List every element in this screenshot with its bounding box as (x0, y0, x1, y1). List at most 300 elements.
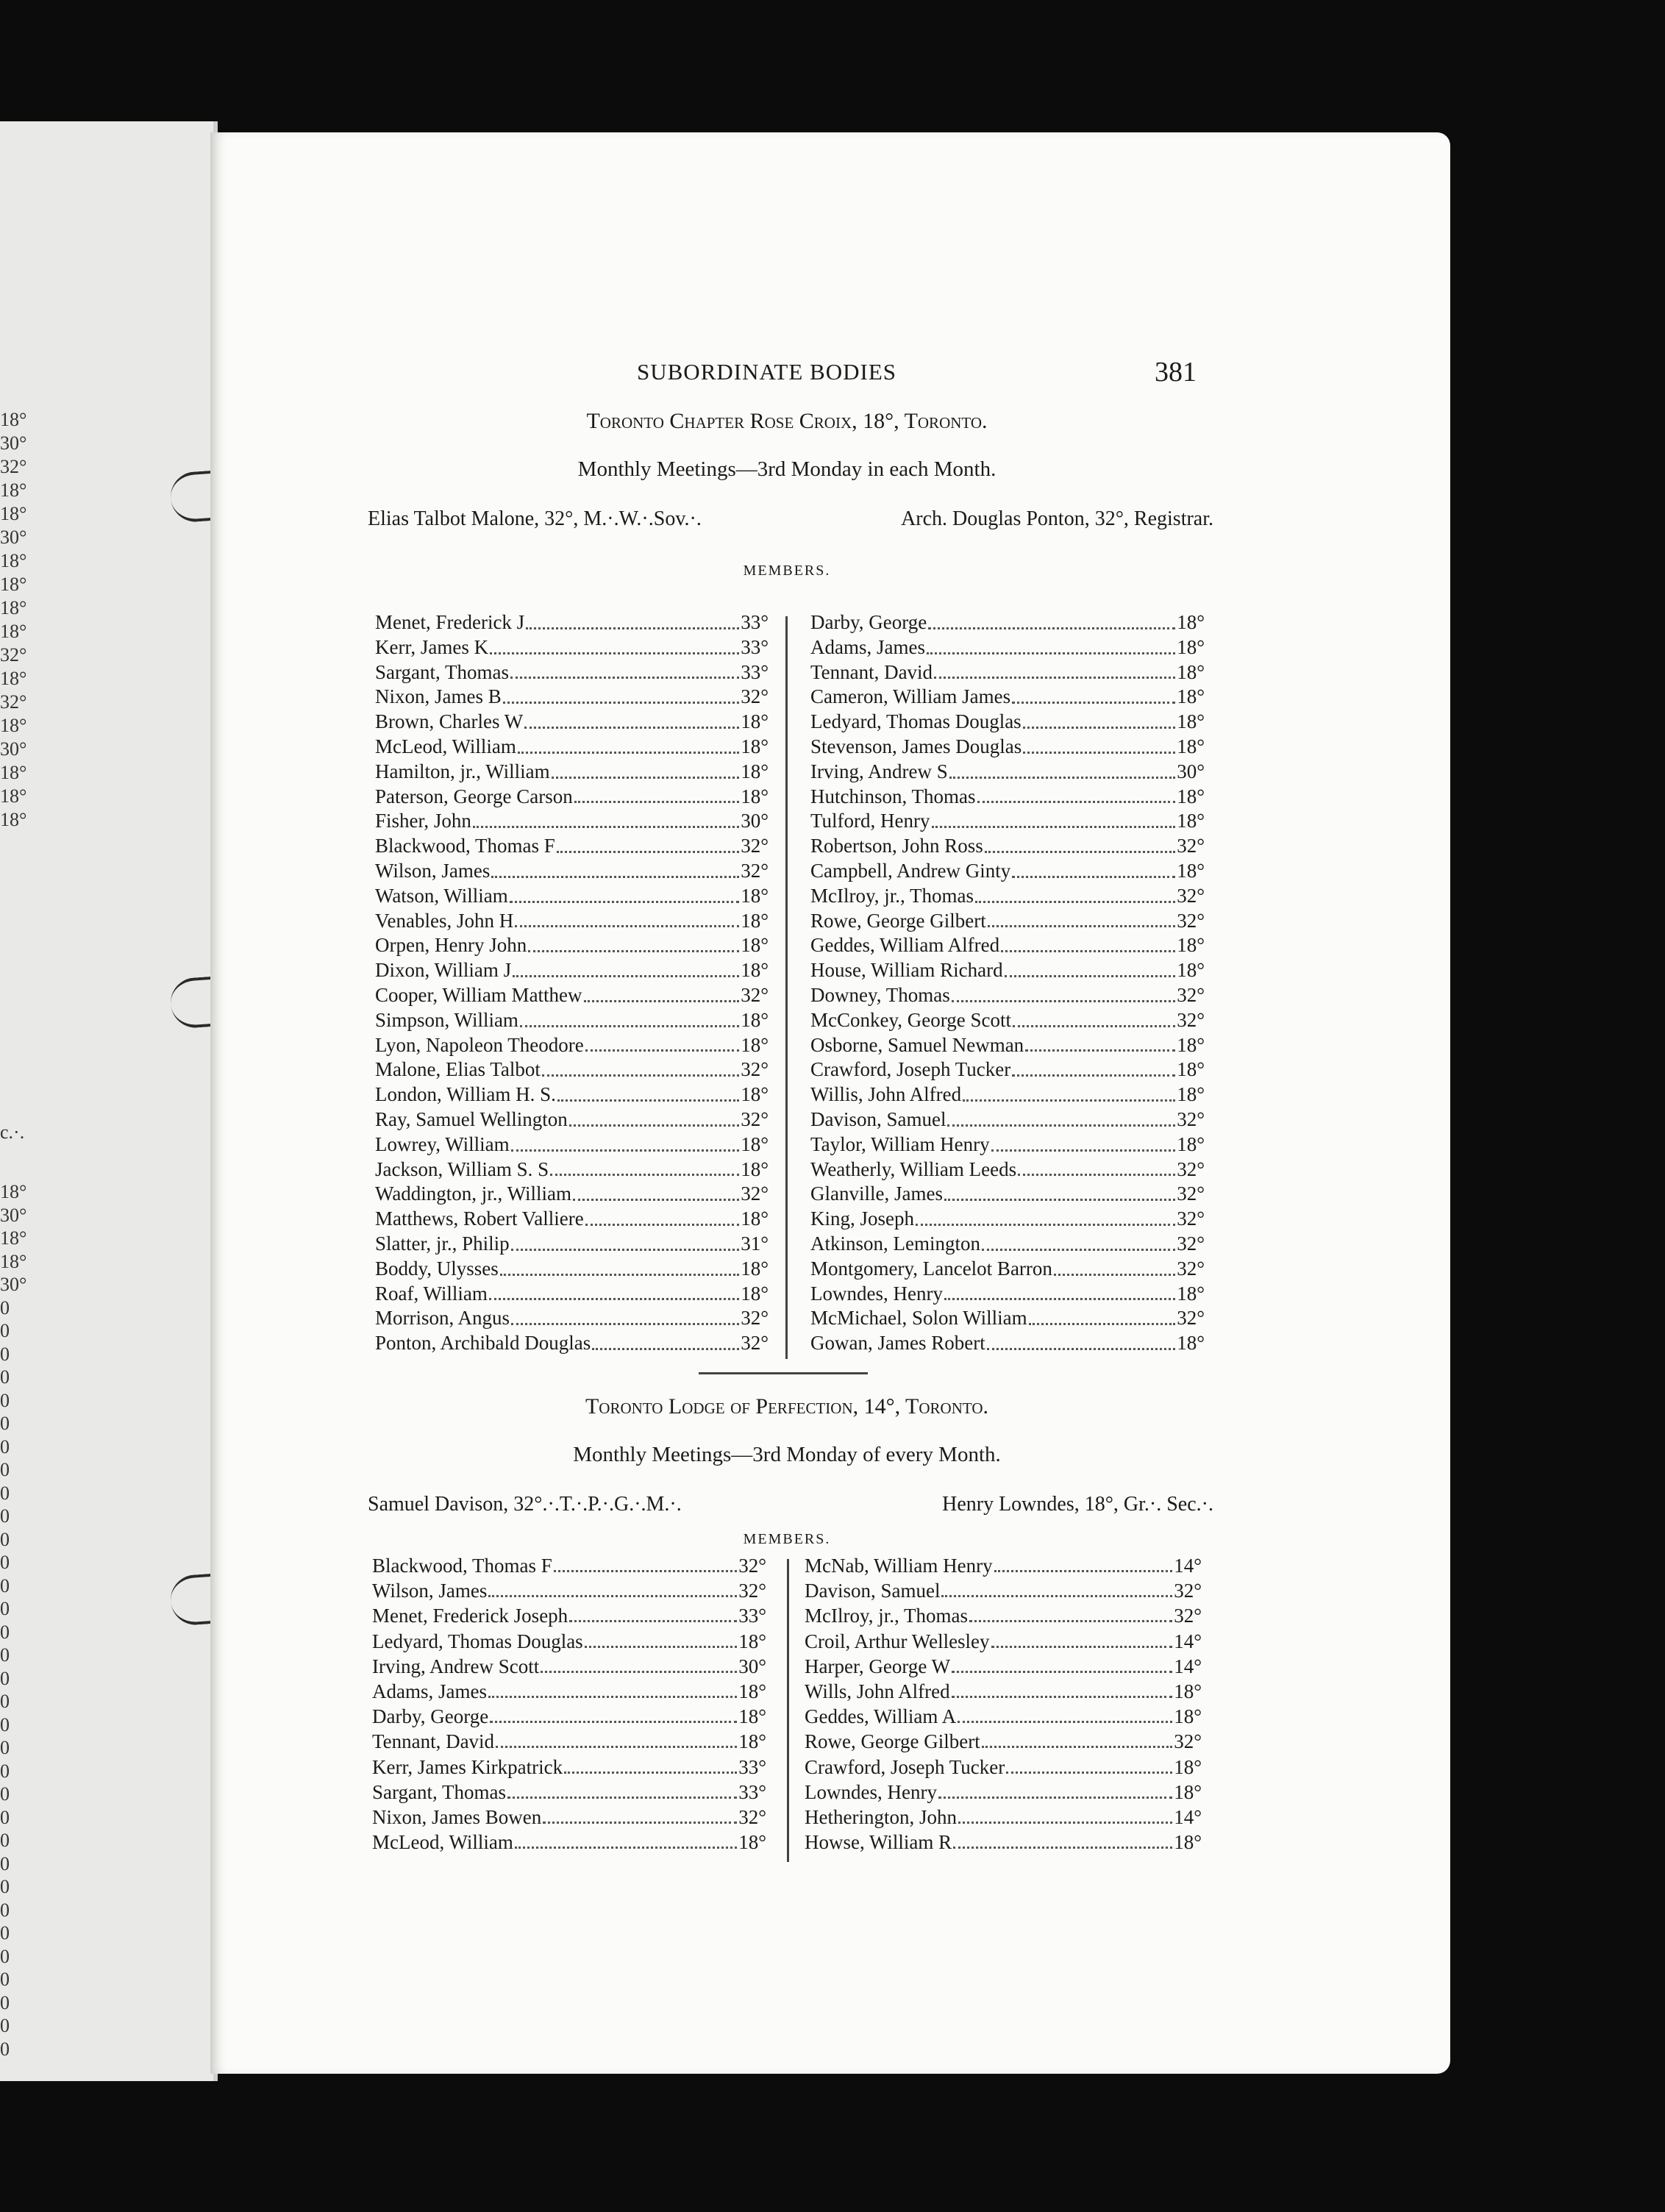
member-row (375, 1107, 769, 1132)
facing-page-degree: 0 (0, 1459, 10, 1480)
member-row (375, 635, 769, 660)
dot-leader (507, 1785, 737, 1799)
dot-leader (585, 1635, 737, 1648)
member-row (810, 1132, 1205, 1157)
member-name: Darby, George (810, 611, 927, 633)
facing-page-degree: 0 (0, 1598, 10, 1619)
facing-page-degree: 0 (0, 1876, 10, 1897)
member-name: Sargant, Thomas (375, 660, 509, 683)
member-degree: 33° (738, 1780, 766, 1803)
member-name: Wilson, James (375, 859, 491, 882)
member-degree: 14° (1174, 1555, 1202, 1577)
member-degree: 18° (1177, 959, 1205, 982)
facing-page-degree: 30° (0, 527, 27, 548)
facing-page-degree: 30° (0, 1204, 27, 1226)
dot-leader (977, 791, 1176, 804)
member-degree: 32° (741, 859, 769, 882)
member-name: Adams, James (372, 1680, 487, 1702)
facing-page-degree: 18° (0, 785, 27, 807)
section-title: Toronto Lodge of Perfection, 14°, Toronto. (585, 1394, 989, 1419)
members-column-left (372, 1553, 766, 1855)
member-row (810, 1182, 1205, 1207)
member-name: King, Joseph (810, 1207, 914, 1230)
member-row (375, 1207, 769, 1232)
dot-leader (569, 1610, 737, 1623)
dot-leader (987, 1337, 1175, 1350)
member-row (810, 760, 1205, 785)
member-name: Irving, Andrew Scott (372, 1655, 540, 1677)
dot-leader (515, 1835, 737, 1849)
member-name: Stevenson, James Douglas (810, 735, 1022, 757)
facing-page-degree: 0 (0, 1969, 10, 1990)
dot-leader (938, 1785, 1172, 1799)
member-degree: 18° (738, 1730, 766, 1753)
member-name: Hutchinson, Thomas (810, 785, 976, 807)
member-degree: 32° (1174, 1730, 1202, 1753)
member-name: Ledyard, Thomas Douglas (810, 710, 1022, 733)
member-row (375, 1157, 769, 1182)
member-degree: 33° (738, 1605, 766, 1627)
member-degree: 18° (738, 1705, 766, 1728)
member-name: Adams, James (810, 635, 925, 658)
dot-leader (1023, 741, 1175, 754)
member-name: Howse, William R (805, 1831, 952, 1854)
member-name: Lowrey, William (375, 1132, 510, 1155)
officer-left: Samuel Davison, 32°.·.T.·.P.·.G.·.M.·. (368, 1493, 682, 1516)
facing-page-degree: 0 (0, 1621, 10, 1643)
member-name: Campbell, Andrew Ginty (810, 859, 1011, 882)
member-degree: 18° (1177, 660, 1205, 683)
member-row (375, 1232, 769, 1257)
member-row (372, 1830, 766, 1855)
running-head: SUBORDINATE BODIES (637, 359, 896, 385)
member-name: Paterson, George Carson (375, 785, 573, 807)
member-name: Cameron, William James (810, 685, 1011, 708)
member-row (375, 809, 769, 834)
facing-page-degree: 0 (0, 1830, 10, 1851)
member-degree: 30° (738, 1655, 766, 1677)
member-name: Fisher, John (375, 810, 471, 832)
dot-leader (569, 1113, 739, 1127)
dot-leader (934, 666, 1175, 679)
member-degree: 32° (741, 1058, 769, 1081)
facing-page-degree: 0 (0, 1574, 10, 1596)
facing-page-degree: 0 (0, 1296, 10, 1319)
member-name: Cooper, William Matthew (375, 983, 582, 1006)
member-name: Venables, John H (375, 909, 514, 932)
dot-leader (944, 1188, 1175, 1201)
facing-page-degree: 0 (0, 1505, 10, 1527)
member-row (372, 1603, 766, 1628)
member-degree: 18° (1177, 810, 1205, 832)
dot-leader (916, 1213, 1175, 1226)
dot-leader (941, 1584, 1172, 1597)
member-degree: 18° (1177, 1282, 1205, 1305)
member-degree: 30° (741, 810, 769, 832)
dot-leader (488, 1584, 737, 1597)
dot-leader (541, 1660, 737, 1673)
officer-right: Henry Lowndes, 18°, Gr.·. Sec.·. (942, 1493, 1213, 1516)
member-row (375, 859, 769, 884)
facing-page-degrees-top (0, 408, 29, 832)
dot-leader (526, 616, 739, 629)
member-degree: 32° (1177, 909, 1205, 932)
member-degree: 18° (741, 909, 769, 932)
member-degree: 18° (1177, 635, 1205, 658)
member-name: Blackwood, Thomas F (375, 835, 555, 857)
member-name: Robertson, John Ross (810, 835, 983, 857)
member-degree: 18° (738, 1680, 766, 1702)
member-name: Davison, Samuel (810, 1107, 946, 1130)
member-name: Menet, Frederick Joseph (372, 1605, 568, 1627)
dot-leader (1012, 691, 1175, 704)
member-degree: 18° (1174, 1831, 1202, 1854)
facing-page-degree: 32° (0, 691, 27, 713)
facing-page-degree: 18° (0, 550, 27, 571)
member-name: Malone, Elias Talbot (375, 1058, 541, 1081)
dot-leader (518, 741, 739, 754)
member-degree: 18° (1177, 1058, 1205, 1081)
member-row (375, 1033, 769, 1058)
member-name: Harper, George W (805, 1655, 951, 1677)
member-name: Lowndes, Henry (805, 1780, 937, 1803)
member-degree: 18° (741, 1282, 769, 1305)
member-name: Geddes, William Alfred (810, 934, 1000, 957)
dot-leader (557, 840, 739, 853)
dot-leader (969, 1610, 1172, 1623)
member-degree: 14° (1174, 1805, 1202, 1828)
member-name: Crawford, Joseph Tucker (810, 1058, 1011, 1081)
member-degree: 18° (741, 934, 769, 957)
dot-leader (947, 1113, 1175, 1127)
member-name: Jackson, William S. S (375, 1157, 549, 1180)
member-name: Lowndes, Henry (810, 1282, 943, 1305)
section-title: Toronto Chapter Rose Croix, 18°, Toronto. (586, 409, 988, 433)
dot-leader (511, 1138, 740, 1152)
member-degree: 32° (738, 1580, 766, 1602)
member-name: Orpen, Henry John (375, 934, 527, 957)
dot-leader (949, 766, 1175, 779)
member-degree: 33° (738, 1755, 766, 1778)
member-row (805, 1603, 1202, 1628)
member-row (810, 933, 1205, 958)
members-label: MEMBERS. (743, 1531, 831, 1547)
member-row (810, 834, 1205, 859)
facing-page-degree: 30° (0, 432, 27, 454)
facing-page-degree: 18° (0, 409, 27, 430)
member-degree: 18° (1177, 710, 1205, 733)
member-name: Geddes, William A (805, 1705, 957, 1728)
facing-page-degree: 0 (0, 1783, 10, 1805)
member-row (810, 660, 1205, 685)
member-degree: 18° (1174, 1780, 1202, 1803)
dot-leader (1018, 1163, 1175, 1177)
facing-page-degree: 0 (0, 1852, 10, 1874)
member-degree: 30° (1177, 760, 1205, 782)
member-row (805, 1805, 1202, 1830)
member-degree: 32° (1177, 1207, 1205, 1230)
member-degree: 18° (741, 735, 769, 757)
member-row (810, 1057, 1205, 1082)
member-row (805, 1578, 1202, 1603)
dot-leader (489, 1287, 739, 1300)
dot-leader (1001, 939, 1175, 952)
dot-leader (488, 1685, 737, 1698)
dot-leader (473, 815, 739, 828)
dot-leader (994, 1559, 1173, 1572)
member-degree: 18° (1174, 1705, 1202, 1728)
member-degree: 18° (741, 710, 769, 733)
member-name: London, William H. S. (375, 1083, 556, 1106)
member-degree: 18° (1177, 685, 1205, 708)
member-row (375, 909, 769, 934)
member-name: Boddy, Ulysses (375, 1257, 499, 1280)
column-divider (785, 616, 788, 1359)
member-name: Roaf, William (375, 1282, 488, 1305)
member-name: Nixon, James B (375, 685, 502, 708)
member-degree: 18° (1177, 735, 1205, 757)
dot-leader (496, 1735, 737, 1748)
dot-leader (988, 915, 1175, 928)
dot-leader (554, 1559, 737, 1572)
member-name: Blackwood, Thomas F (372, 1555, 552, 1577)
member-degree: 32° (741, 1107, 769, 1130)
member-name: Waddington, jr., William (375, 1182, 571, 1205)
facing-page-mark: c.·. (0, 1121, 25, 1143)
dot-leader (1013, 1014, 1175, 1027)
facing-page-degree: 0 (0, 1528, 10, 1550)
member-degree: 18° (741, 959, 769, 982)
member-degree: 18° (741, 1033, 769, 1056)
member-degree: 18° (741, 884, 769, 907)
member-row (810, 735, 1205, 760)
member-row (375, 1082, 769, 1107)
member-name: McMichael, Solon William (810, 1307, 1027, 1330)
member-degree: 32° (1177, 983, 1205, 1006)
facing-page-degree: 0 (0, 1806, 10, 1828)
member-name: Davison, Samuel (805, 1580, 941, 1602)
member-name: McIlroy, jr., Thomas (810, 884, 974, 907)
facing-page-degrees-bottom (0, 1180, 29, 2061)
member-name: Rowe, George Gilbert (805, 1730, 980, 1753)
member-name: Croil, Arthur Wellesley (805, 1630, 990, 1652)
member-degree: 32° (1177, 1107, 1205, 1130)
member-row (810, 1306, 1205, 1331)
member-row (375, 735, 769, 760)
facing-page-degree: 0 (0, 1760, 10, 1782)
member-degree: 18° (741, 1083, 769, 1106)
member-degree: 32° (1177, 1257, 1205, 1280)
member-name: Wilson, James (372, 1580, 488, 1602)
member-degree: 33° (741, 635, 769, 658)
member-row (810, 983, 1205, 1008)
member-row (810, 610, 1205, 635)
members-column-right (810, 610, 1205, 1356)
facing-page-degree: 0 (0, 1737, 10, 1758)
member-degree: 18° (1177, 1132, 1205, 1155)
dot-leader (952, 1660, 1172, 1673)
member-degree: 18° (738, 1831, 766, 1854)
member-name: Brown, Charles W (375, 710, 524, 733)
member-degree: 18° (1177, 1033, 1205, 1056)
member-row (810, 958, 1205, 983)
dot-leader (958, 1810, 1172, 1824)
member-row (810, 884, 1205, 909)
facing-page-degree: 0 (0, 1713, 10, 1735)
members-label: MEMBERS. (743, 563, 831, 579)
dot-leader (491, 865, 739, 878)
dot-leader (927, 641, 1175, 654)
facing-page-degree: 18° (0, 715, 27, 736)
member-row (372, 1704, 766, 1729)
member-degree: 32° (1177, 1008, 1205, 1031)
dot-leader (585, 1213, 740, 1226)
member-degree: 14° (1174, 1655, 1202, 1677)
officers-line (368, 1493, 1213, 1516)
member-degree: 18° (741, 1132, 769, 1155)
dot-leader (511, 1238, 740, 1251)
dot-leader (985, 840, 1175, 853)
member-degree: 32° (1174, 1605, 1202, 1627)
member-row (805, 1704, 1202, 1729)
member-row (375, 610, 769, 635)
member-row (372, 1578, 766, 1603)
member-row (810, 1257, 1205, 1282)
member-row (375, 685, 769, 710)
dot-leader (500, 1263, 739, 1276)
member-name: Osborne, Samuel Newman (810, 1033, 1024, 1056)
member-name: Hamilton, jr., William (375, 760, 550, 782)
members-column-left (375, 610, 769, 1356)
dot-leader (557, 1088, 739, 1102)
dot-leader (1005, 964, 1176, 977)
member-name: Atkinson, Lemington (810, 1232, 980, 1255)
member-row (375, 710, 769, 735)
officer-left: Elias Talbot Malone, 32°, M.·.W.·.Sov.·. (368, 507, 702, 530)
member-name: House, William Richard (810, 959, 1003, 982)
facing-page-degree: 30° (0, 738, 27, 760)
member-degree: 18° (1177, 934, 1205, 957)
member-row (372, 1553, 766, 1578)
facing-page-degree: 18° (0, 1227, 27, 1249)
member-row (375, 884, 769, 909)
member-row (375, 1132, 769, 1157)
dot-leader (982, 1238, 1175, 1251)
member-row (805, 1654, 1202, 1679)
member-degree: 18° (1177, 611, 1205, 633)
dot-leader (513, 964, 739, 977)
facing-page-degree: 18° (0, 597, 27, 618)
member-name: Lyon, Napoleon Theodore (375, 1033, 584, 1056)
member-row (810, 859, 1205, 884)
member-row (375, 1306, 769, 1331)
member-row (372, 1780, 766, 1805)
member-degree: 18° (741, 1207, 769, 1230)
member-name: McConkey, George Scott (810, 1008, 1011, 1031)
member-row (372, 1729, 766, 1754)
member-row (372, 1755, 766, 1780)
member-row (805, 1729, 1202, 1754)
facing-page-degree: 32° (0, 456, 27, 477)
member-name: Ponton, Archibald Douglas (375, 1332, 591, 1355)
member-row (810, 685, 1205, 710)
member-row (810, 809, 1205, 834)
dot-leader (550, 1163, 739, 1177)
member-degree: 32° (741, 835, 769, 857)
column-divider (787, 1559, 789, 1862)
dot-leader (585, 1039, 740, 1052)
dot-leader (944, 1287, 1175, 1300)
member-name: Menet, Frederick J (375, 611, 525, 633)
member-degree: 32° (741, 1332, 769, 1355)
member-name: Glanville, James (810, 1182, 943, 1205)
member-row (810, 1282, 1205, 1307)
facing-page-degree: 18° (0, 574, 27, 595)
dot-leader (564, 1760, 737, 1774)
facing-page-degree: 18° (0, 809, 27, 830)
facing-page-degree: 0 (0, 1320, 10, 1341)
member-degree: 33° (741, 660, 769, 683)
facing-page-degree: 0 (0, 1389, 10, 1411)
member-name: Darby, George (372, 1705, 489, 1728)
facing-page-degree: 18° (0, 479, 27, 501)
member-row (375, 983, 769, 1008)
member-name: Watson, William (375, 884, 508, 907)
facing-page-degree: 0 (0, 1343, 10, 1365)
member-name: Kerr, James K (375, 635, 489, 658)
member-row (375, 834, 769, 859)
facing-page-degree: 18° (0, 1250, 27, 1272)
member-name: Dixon, William J (375, 959, 512, 982)
member-degree: 31° (741, 1232, 769, 1255)
member-row (805, 1830, 1202, 1855)
member-degree: 32° (1174, 1580, 1202, 1602)
member-row (375, 1331, 769, 1356)
dot-leader (524, 716, 739, 729)
member-row (375, 1257, 769, 1282)
dot-leader (1023, 716, 1175, 729)
officer-right: Arch. Douglas Ponton, 32°, Registrar. (901, 507, 1213, 530)
dot-leader (952, 989, 1175, 1002)
dot-leader (975, 890, 1175, 903)
facing-page-degree: 30° (0, 1274, 27, 1295)
member-row (805, 1780, 1202, 1805)
dot-leader (982, 1735, 1172, 1748)
officers-line (368, 507, 1213, 531)
member-row (805, 1553, 1202, 1578)
facing-page-degree: 0 (0, 1991, 10, 2013)
member-degree: 32° (1177, 884, 1205, 907)
dot-leader (1025, 1039, 1175, 1052)
member-row (805, 1755, 1202, 1780)
dot-leader (592, 1337, 739, 1350)
member-degree: 32° (1177, 1157, 1205, 1180)
member-row (810, 1331, 1205, 1356)
dot-leader (932, 815, 1176, 828)
dot-leader (503, 691, 739, 704)
member-row (805, 1629, 1202, 1654)
member-row (810, 1082, 1205, 1107)
member-row (810, 1107, 1205, 1132)
member-name: McNab, William Henry (805, 1555, 993, 1577)
member-degree: 32° (1177, 835, 1205, 857)
facing-page-degree: 0 (0, 1644, 10, 1666)
facing-page-degree: 0 (0, 1691, 10, 1712)
facing-page-fragment (0, 121, 218, 2081)
dot-leader (1029, 1312, 1176, 1325)
facing-page-degree: 18° (0, 503, 27, 524)
member-row (810, 1157, 1205, 1182)
